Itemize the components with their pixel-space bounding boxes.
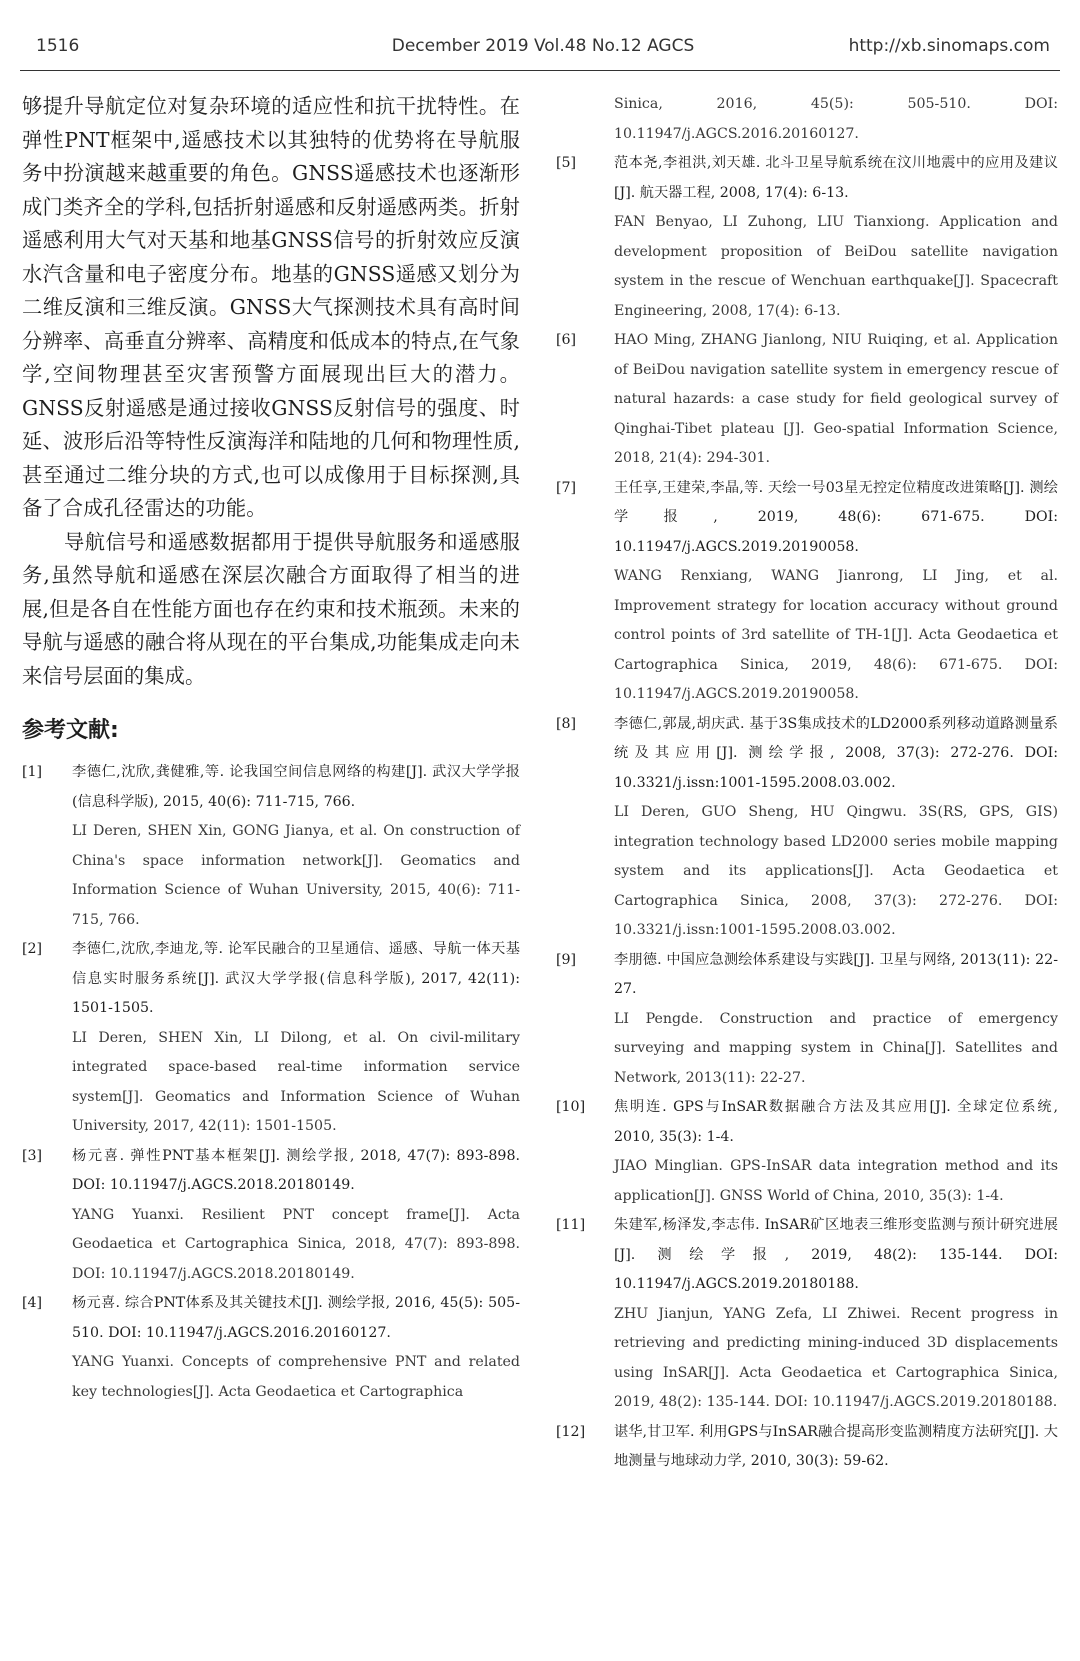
reference-zh: 杨元喜. 综合PNT体系及其关键技术[J]. 测绘学报, 2016, 45(5): 505-510. DOI: 10.11947/j.AGCS.2016.20160127. — [72, 1295, 520, 1341]
reference-number: [8] — [556, 715, 577, 732]
reference-en: LI Pengde. Construction and practice of emergency surveying and mapping system in China[J]. Satellites and Network, 2013(11): 22-27. — [614, 1010, 1058, 1086]
reference-item-10 — [556, 1093, 1058, 1211]
reference-item-1 — [22, 758, 520, 935]
reference-en: ZHU Jianjun, YANG Zefa, LI Zhiwei. Recent progress in retrieving and predicting mining-induced 3D displacements using InSAR[J]. Acta Geodaetica et Cartographica Sinica, 2019, 48(2): 135-144. DOI: 10.11947/j.AGCS.2019.20180188. — [614, 1305, 1058, 1410]
page-number: 1516 — [36, 36, 80, 56]
reference-item-7 — [556, 474, 1058, 710]
reference-number: [7] — [556, 479, 577, 496]
reference-item-8 — [556, 710, 1058, 946]
reference-zh: 李德仁,沈欣,李迪龙,等. 论军民融合的卫星通信、遥感、导航一体天基信息实时服务系统[J]. 武汉大学学报(信息科学版), 2017, 42(11): 1501-1505. — [72, 941, 520, 1016]
reference-number: [3] — [22, 1147, 43, 1164]
reference-zh: 李德仁,沈欣,龚健雅,等. 论我国空间信息网络的构建[J]. 武汉大学学报(信息科学版), 2015, 40(6): 711-715, 766. — [72, 764, 520, 810]
reference-en: LI Deren, SHEN Xin, GONG Jianya, et al. On construction of China's space information network[J]. Geomatics and Information Science of Wuhan University, 2015, 40(6): 711-715, 766. — [72, 823, 520, 928]
page-header — [36, 36, 1050, 66]
reference-number: [9] — [556, 951, 577, 968]
reference-number: [6] — [556, 332, 577, 348]
reference-4-continued: Sinica, 2016, 45(5): 505-510. DOI: 10.11947/j.AGCS.2016.20160127. — [614, 96, 1058, 142]
reference-zh: 谌华,甘卫军. 利用GPS与InSAR融合提高形变监测精度方法研究[J]. 大地测量与地球动力学, 2010, 30(3): 59-62. — [614, 1423, 1058, 1469]
reference-en: YANG Yuanxi. Concepts of comprehensive PNT and related key technologies[J]. Acta Geodaetica et Cartographica — [72, 1354, 520, 1400]
reference-item-2 — [22, 935, 520, 1142]
reference-number: [2] — [22, 941, 43, 957]
reference-item-4 — [22, 1289, 520, 1407]
body-paragraph-1: 够提升导航定位对复杂环境的适应性和抗干扰特性。在弹性PNT框架中,遥感技术以其独特的优势将在导航服务中扮演越来越重要的角色。GNSS遥感技术也逐渐形成门类齐全的学科,包括折射遥感和反射遥感两类。折射遥感利用大气对天基和地基GNSS信号的折射效应反演水汽含量和电子密度分布。地基的GNSS遥感又划分为二维反演和三维反演。GNSS大气探测技术具有高时间分辨率、高垂直分辨率、高精度和低成本的特点,在气象学,空间物理甚至灾害预警方面展现出巨大的潜力。GNSS反射遥感是通过接收GNSS反射信号的强度、时延、波形后沿等特性反演海洋和陆地的几何和物理性质,甚至通过二维分块的方式,也可以成像用于目标探测,具备了合成孔径雷达的功能。 — [22, 94, 520, 520]
reference-number: [10] — [556, 1099, 586, 1115]
reference-item-6 — [556, 326, 1058, 474]
reference-zh: 杨元喜. 弹性PNT基本框架[J]. 测绘学报, 2018, 47(7): 893-898. DOI: 10.11947/j.AGCS.2018.20180149. — [72, 1147, 520, 1193]
body-paragraph-2: 导航信号和遥感数据都用于提供导航服务和遥感服务,虽然导航和遥感在深层次融合方面取得了相当的进展,但是各自在性能方面也存在约束和技术瓶颈。未来的导航与遥感的融合将从现在的平台集成,功能集成走向未来信号层面的集成。 — [22, 529, 520, 688]
reference-zh: 朱建军,杨泽发,李志伟. InSAR矿区地表三维形变监测与预计研究进展[J]. 测绘学报, 2019, 48(2): 135-144. DOI: 10.11947/j.AGCS.2019.20180188. — [614, 1217, 1058, 1292]
reference-number: [12] — [556, 1423, 586, 1440]
reference-zh: 王任享,王建荣,李晶,等. 天绘一号03星无控定位精度改进策略[J]. 测绘学报, 2019, 48(6): 671-675. DOI: 10.11947/j.AGCS.2019.20190058. — [614, 479, 1058, 555]
header-rule — [20, 70, 1060, 71]
references-heading: 参考文献: — [22, 718, 119, 743]
reference-item-12 — [556, 1418, 1058, 1477]
right-column — [556, 90, 1058, 1477]
reference-en: YANG Yuanxi. Resilient PNT concept frame[J]. Acta Geodaetica et Cartographica Sinica, 2018, 47(7): 893-898. DOI: 10.11947/j.AGCS.2018.20180149. — [72, 1206, 520, 1282]
reference-en: HAO Ming, ZHANG Jianlong, NIU Ruiqing, et al. Application of BeiDou navigation satellite system in emergency rescue of natural hazards: a case study for field geological survey of Qinghai-Tibet plateau [J]. Geo-spatial Information Science, 2018, 21(4): 294-301. — [614, 332, 1058, 466]
reference-number: [1] — [22, 764, 43, 780]
journal-url[interactable]: http://xb.sinomaps.com — [848, 36, 1050, 56]
reference-item-5 — [556, 149, 1058, 326]
reference-en: LI Deren, GUO Sheng, HU Qingwu. 3S(RS, GPS, GIS) integration technology based LD2000 series mobile mapping system and its applications[J]. Acta Geodaetica et Cartographica Sinica, 2008, 37(3): 272-276. DOI: 10.3321/j.issn:1001-1595.2008.03.002. — [614, 804, 1058, 938]
reference-zh: 李朋德. 中国应急测绘体系建设与实践[J]. 卫星与网络, 2013(11): 22-27. — [614, 951, 1058, 997]
reference-number: [5] — [556, 155, 577, 171]
reference-number: [4] — [22, 1295, 43, 1311]
reference-en: LI Deren, SHEN Xin, LI Dilong, et al. On civil-military integrated space-based real-time information service system[J]. Geomatics and Information Science of Wuhan University, 2017, 42(11): 1501-1505. — [72, 1029, 520, 1134]
reference-zh: 李德仁,郭晟,胡庆武. 基于3S集成技术的LD2000系列移动道路测量系统及其应用[J]. 测绘学报, 2008, 37(3): 272-276. DOI: 10.3321/j.issn:1001-1595.2008.03.002. — [614, 715, 1058, 791]
reference-en: JIAO Minglian. GPS-InSAR data integration method and its application[J]. GNSS World of China, 2010, 35(3): 1-4. — [614, 1158, 1058, 1204]
journal-info: December 2019 Vol.48 No.12 AGCS — [391, 36, 695, 56]
reference-en: WANG Renxiang, WANG Jianrong, LI Jing, et al. Improvement strategy for location accuracy without ground control points of 3rd satellite of TH-1[J]. Acta Geodaetica et Cartographica Sinica, 2019, 48(6): 671-675. DOI: 10.11947/j.AGCS.2019.20190058. — [614, 568, 1058, 702]
left-column — [22, 90, 520, 1407]
reference-zh: 焦明连. GPS与InSAR数据融合方法及其应用[J]. 全球定位系统, 2010, 35(3): 1-4. — [614, 1099, 1058, 1145]
reference-zh: 范本尧,李祖洪,刘天雄. 北斗卫星导航系统在汶川地震中的应用及建议[J]. 航天器工程, 2008, 17(4): 6-13. — [614, 155, 1058, 201]
reference-item-11 — [556, 1211, 1058, 1418]
reference-en: FAN Benyao, LI Zuhong, LIU Tianxiong. Application and development proposition of BeiDou satellite navigation system in the rescue of Wenchuan earthquake[J]. Spacecraft Engineering, 2008, 17(4): 6-13. — [614, 214, 1058, 319]
reference-item-9 — [556, 946, 1058, 1094]
reference-number: [11] — [556, 1217, 586, 1233]
reference-item-3 — [22, 1142, 520, 1290]
